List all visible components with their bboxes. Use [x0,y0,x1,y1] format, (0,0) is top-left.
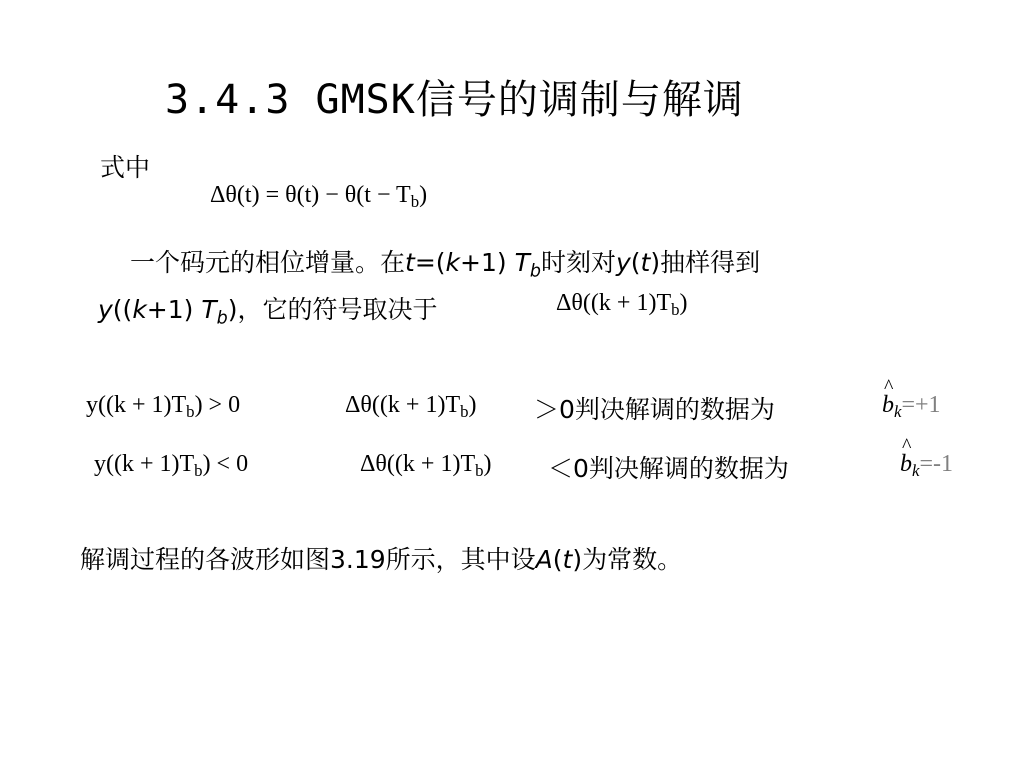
p2-close: ) [572,545,583,574]
p1-T-var: T [514,248,530,277]
p1-paren-close: ) [650,248,661,277]
dr2-value: =-1 [919,451,953,477]
dr1-bhat [882,376,894,419]
dr1-delta-close: ) [468,392,477,418]
dr1-cond-sub: b [186,402,195,422]
dr2-bhat [900,435,912,478]
p1-k-var: k [445,248,461,277]
paragraph1-line2 [98,290,438,329]
p1-eq1: =( [414,248,446,277]
dr1-hat: ^ [884,376,894,398]
decision-row-2-text: ＜0判决解调的数据为 [548,454,789,483]
dr2-cond: y((k + 1)T [94,451,195,477]
dr2-hat: ^ [902,435,912,457]
p2-A: A [535,545,553,574]
p2-t: t [562,545,573,574]
paragraph2 [80,540,682,576]
p1-T-sub: b [529,261,541,282]
p1-prefix: 一个码元的相位增量。在 [130,248,406,277]
p2-prefix: 解调过程的各波形如图3.19所示，其中设 [80,545,536,574]
p1l2-close: ) [227,295,238,324]
decision-row-2-delta [360,451,492,481]
dr1-cond-close: ) > 0 [194,392,241,418]
p2-open: ( [552,545,563,574]
p1l2-open: (( [112,295,133,324]
p1-t-var: t [405,248,415,277]
p1-t-var2: t [640,248,651,277]
dr1-bsub: k [894,402,902,422]
paragraph1-line1 [130,243,761,282]
p1l2-Tsub: b [216,308,228,329]
p1l2-text: ，它的符号取决于 [237,295,438,324]
dr1-delta: Δθ((k + 1)T [345,392,461,418]
decision-row-1-condition [86,392,241,422]
dr2-delta-sub: b [475,461,484,481]
dr2-b: b [900,451,912,477]
p1-y-var: y [615,248,631,277]
p1-formula-close: ) [679,290,688,316]
dr2-cond-sub: b [194,461,203,481]
p1-eq2: +1) [460,248,515,277]
main-formula-sub: b [410,192,420,212]
main-formula-close: ) [419,182,428,208]
p2-suffix: 为常数。 [582,545,683,574]
dr1-b: b [882,392,894,418]
paragraph1-formula [556,290,688,320]
main-formula [210,182,428,212]
p1l2-plus: +1) [146,295,202,324]
p1l2-T: T [201,295,217,324]
decision-row-1-delta [345,392,477,422]
dr2-bsub: k [912,461,920,481]
main-formula-lhs: Δθ(t) = θ(t) − θ(t − T [210,182,411,208]
dr2-cond-close: ) < 0 [202,451,249,477]
dr2-delta-close: ) [483,451,492,477]
decision-row-2-condition [94,451,249,481]
p1-suffix: 抽样得到 [660,248,761,277]
p1-formula-sub: b [671,300,680,320]
p1-formula: Δθ((k + 1)T [556,290,672,316]
slide-title: 3.4.3 GMSK信号的调制与解调 [165,77,744,123]
dr1-cond: y((k + 1)T [86,392,187,418]
dr2-delta: Δθ((k + 1)T [360,451,476,477]
p1-paren-open: ( [630,248,641,277]
dr1-delta-sub: b [460,402,469,422]
p1l2-k: k [132,295,147,324]
p1-mid: 时刻对 [540,248,616,277]
where-label: 式中 [100,153,151,182]
dr1-value: =+1 [901,392,941,418]
p1l2-y: y [98,295,113,324]
decision-row-1-result [882,376,941,422]
decision-row-1-text: ＞0判决解调的数据为 [534,395,775,424]
decision-row-2-result [900,435,953,481]
